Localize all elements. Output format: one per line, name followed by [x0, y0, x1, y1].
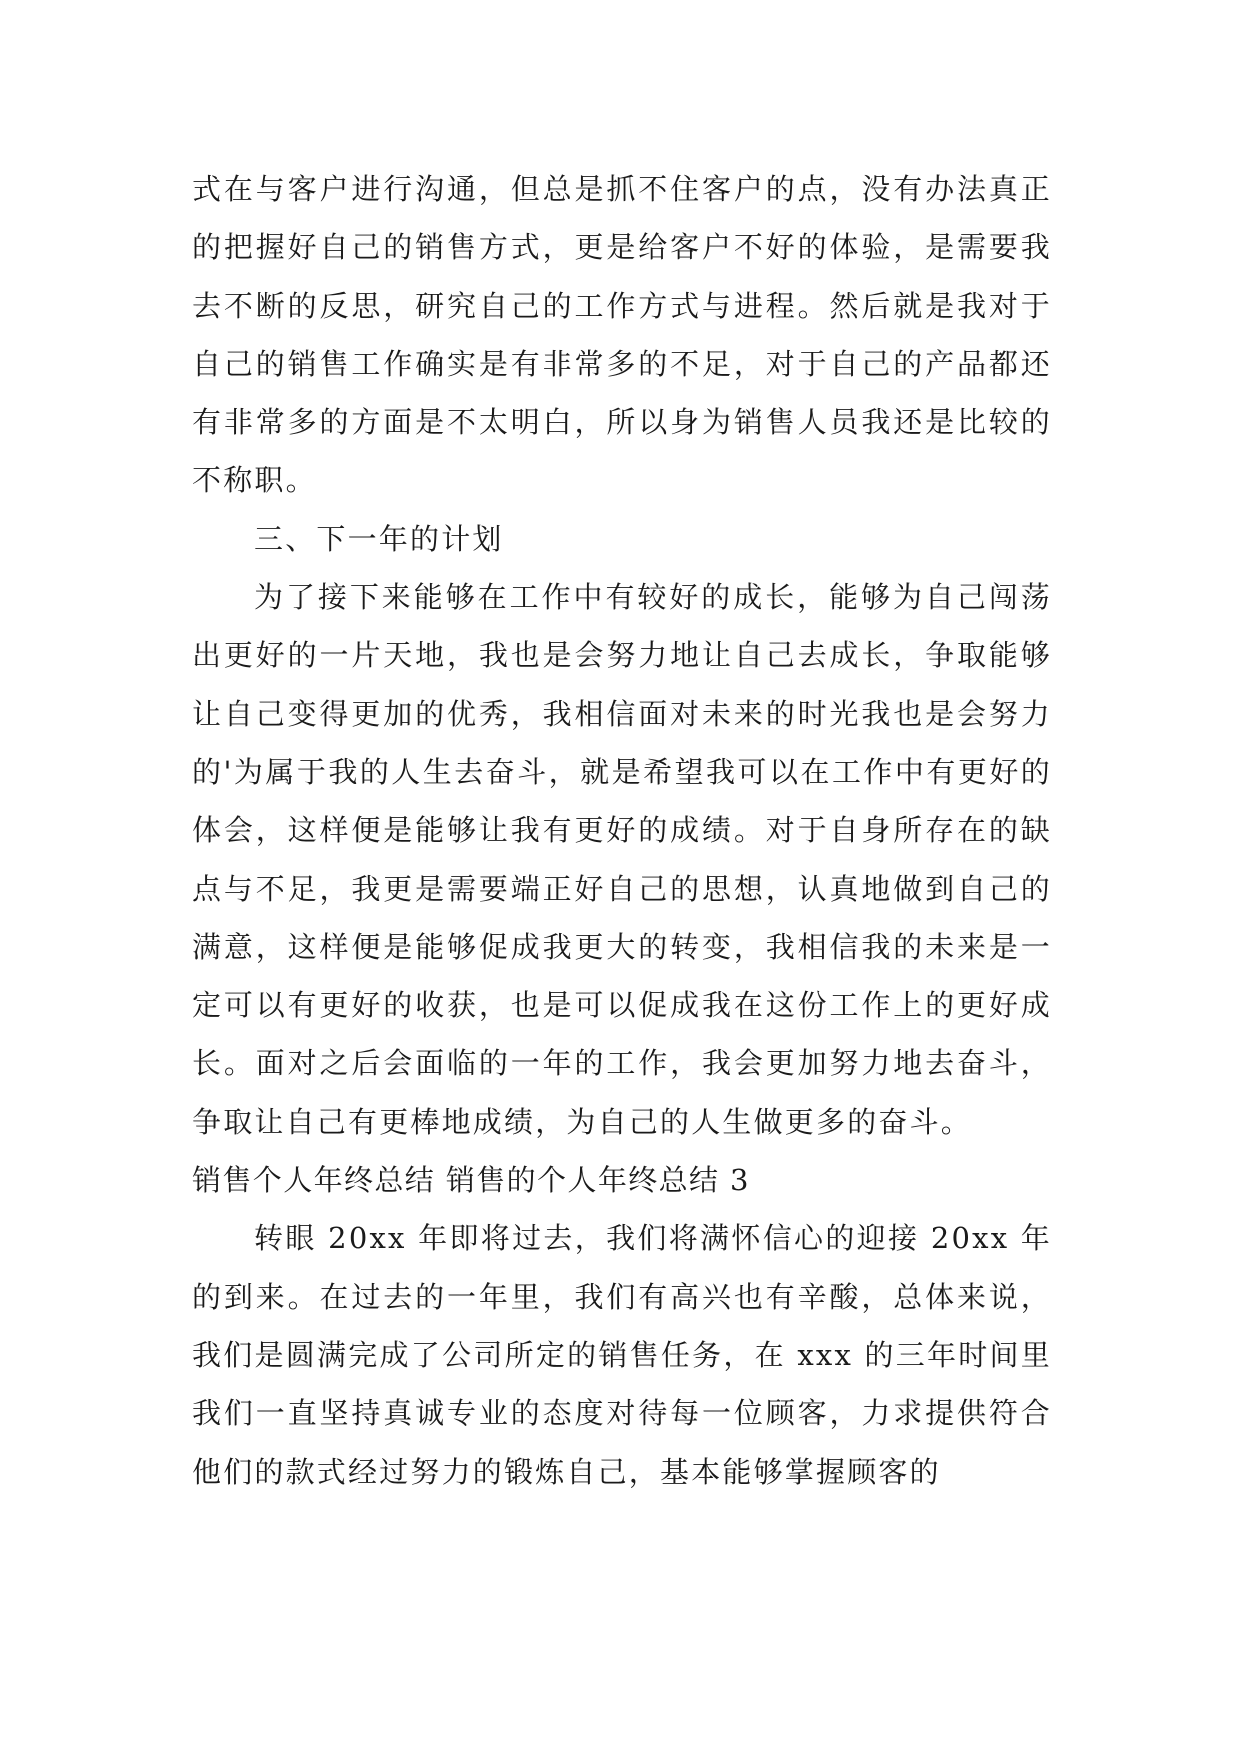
section-heading-next-year-plan: 三、下一年的计划: [254, 521, 504, 556]
paragraph-continuation: 式在与客户进行沟通，但总是抓不住客户的点，没有办法真正的把握好自己的销售方式，更是给客户不好的体验，是需要我去不断的反思，研究自己的工作方式与进程。然后就是我对于自己的销售工作确实是有非常多的不足，对于自己的产品都还有非常多的方面是不太明白，所以身为销售人员我还是比较的不称职。: [192, 172, 1052, 498]
paragraph-next-year-plan: 为了接下来能够在工作中有较好的成长，能够为自己闯荡出更好的一片天地，我也是会努力地让自己去成长，争取能够让自己变得更加的优秀，我相信面对未来的时光我也是会努力的'为属于我的人生去奋斗，就是希望我可以在工作中有更好的体会，这样便是能够让我有更好的成绩。对于自身所存在的缺点与不足，我更是需要端正好自己的思想，认真地做到自己的满意，这样便是能够促成我更大的转变，我相信我的未来是一定可以有更好的收获，也是可以促成我在这份工作上的更好成长。面对之后会面临的一年的工作，我会更加努力地去奋斗，争取让自己有更棒地成绩，为自己的人生做更多的奋斗。: [192, 580, 1052, 1139]
article-title: 销售个人年终总结 销售的个人年终总结 3: [192, 1163, 750, 1198]
paragraph-summary-intro: 转眼 20xx 年即将过去，我们将满怀信心的迎接 20xx 年的到来。在过去的一年里，我们有高兴也有辛酸，总体来说，我们是圆满完成了公司所定的销售任务，在 xxx 的三年时间里我们一直坚持真诚专业的态度对待每一位顾客，力求提供符合他们的款式经过努力的锻炼自己，基本能够掌握顾客的: [192, 1221, 1052, 1489]
document-page: [192, 160, 1052, 1501]
